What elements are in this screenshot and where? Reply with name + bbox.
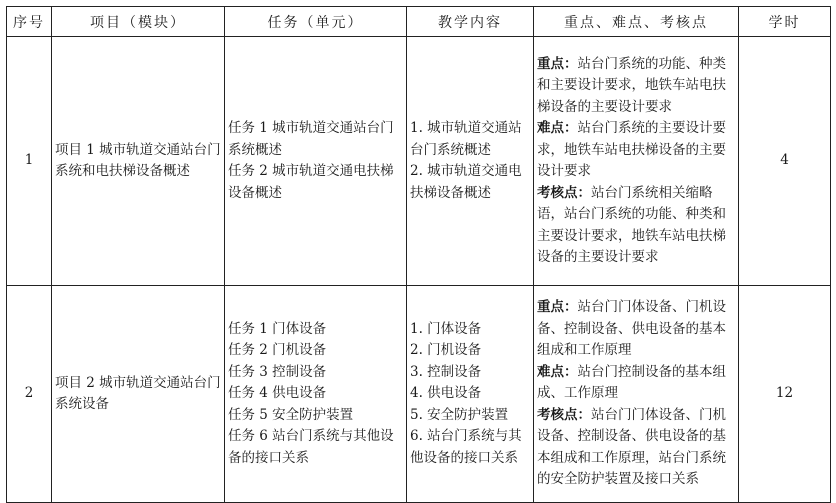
task-item: 任务 1 城市轨道交通站台门系统概述: [228, 120, 394, 158]
content-cell: [407, 37, 534, 286]
content-item: 2. 城市轨道交通电扶梯设备概述: [410, 163, 522, 201]
content-item: 2. 门机设备: [410, 342, 482, 359]
key-points-label: 重点：: [537, 299, 578, 316]
content-item: 1. 门体设备: [410, 320, 482, 337]
content-item: 3. 控制设备: [410, 363, 482, 380]
project-cell: 项目 2 城市轨道交通站台门系统设备: [52, 286, 225, 503]
assessment-points-text: 站台门系统相关缩略语，站台门系统的功能、种类和主要设计要求，地铁车站电扶梯设备的主要设计要求: [537, 184, 726, 265]
table-row: [7, 37, 831, 286]
key-points-text: 站台门系统的功能、种类和主要设计要求，地铁车站电扶梯设备的主要设计要求: [537, 55, 726, 115]
curriculum-table: [6, 6, 831, 503]
header-no: 序号: [7, 7, 52, 37]
header-focus: 重点、难点、考核点: [534, 7, 739, 37]
task-item: 任务 1 门体设备: [228, 320, 327, 337]
content-item: 4. 供电设备: [410, 385, 482, 402]
task-item: 任务 2 门机设备: [228, 342, 327, 359]
hours-cell: 12: [739, 286, 831, 503]
task-item: 任务 4 供电设备: [228, 385, 327, 402]
difficult-points-text: 站台门系统的主要设计要求，地铁车站电扶梯设备的主要设计要求: [537, 120, 726, 179]
key-points-label: 重点：: [537, 55, 578, 72]
difficult-points-text: 站台门控制设备的基本组成、工作原理: [537, 363, 726, 402]
difficult-points-label: 难点：: [537, 120, 578, 136]
content-item: 6. 站台门系统与其他设备的接口关系: [410, 428, 522, 466]
assessment-points-label: 考核点：: [537, 184, 591, 201]
header-content: 教学内容: [407, 7, 534, 37]
task-item: 任务 6 站台门系统与其他设备的接口关系: [228, 428, 394, 466]
task-item: 任务 5 安全防护装置: [228, 406, 354, 423]
content-item: 1. 城市轨道交通站台门系统概述: [410, 120, 522, 158]
header-row: [7, 7, 831, 37]
table-row: [7, 286, 831, 503]
content-cell: [407, 286, 534, 503]
assessment-points-label: 考核点：: [537, 406, 591, 423]
header-task: 任务（单元）: [225, 7, 407, 37]
task-item: 任务 2 城市轨道交通电扶梯设备概述: [228, 163, 394, 201]
task-item: 任务 3 控制设备: [228, 363, 327, 380]
focus-cell: [534, 286, 739, 503]
curriculum-table-wrapper: [6, 6, 831, 503]
task-cell: [225, 37, 407, 286]
content-item: 5. 安全防护装置: [410, 406, 509, 423]
focus-cell: [534, 37, 739, 286]
project-cell: 项目 1 城市轨道交通站台门系统和电扶梯设备概述: [52, 37, 225, 286]
row-no: 1: [7, 37, 52, 286]
header-hours: 学时: [739, 7, 831, 37]
difficult-points-label: 难点：: [537, 363, 578, 380]
assessment-points-text: 站台门门体设备、门机设备、控制设备、供电设备的基本组成和工作原理，站台门系统的安全防护装置及接口关系: [537, 406, 726, 488]
hours-cell: 4: [739, 37, 831, 286]
header-project: 项目（模块）: [52, 7, 225, 37]
row-no: 2: [7, 286, 52, 503]
task-cell: [225, 286, 407, 503]
key-points-text: 站台门门体设备、门机设备、控制设备、供电设备的基本组成和工作原理: [537, 299, 726, 359]
